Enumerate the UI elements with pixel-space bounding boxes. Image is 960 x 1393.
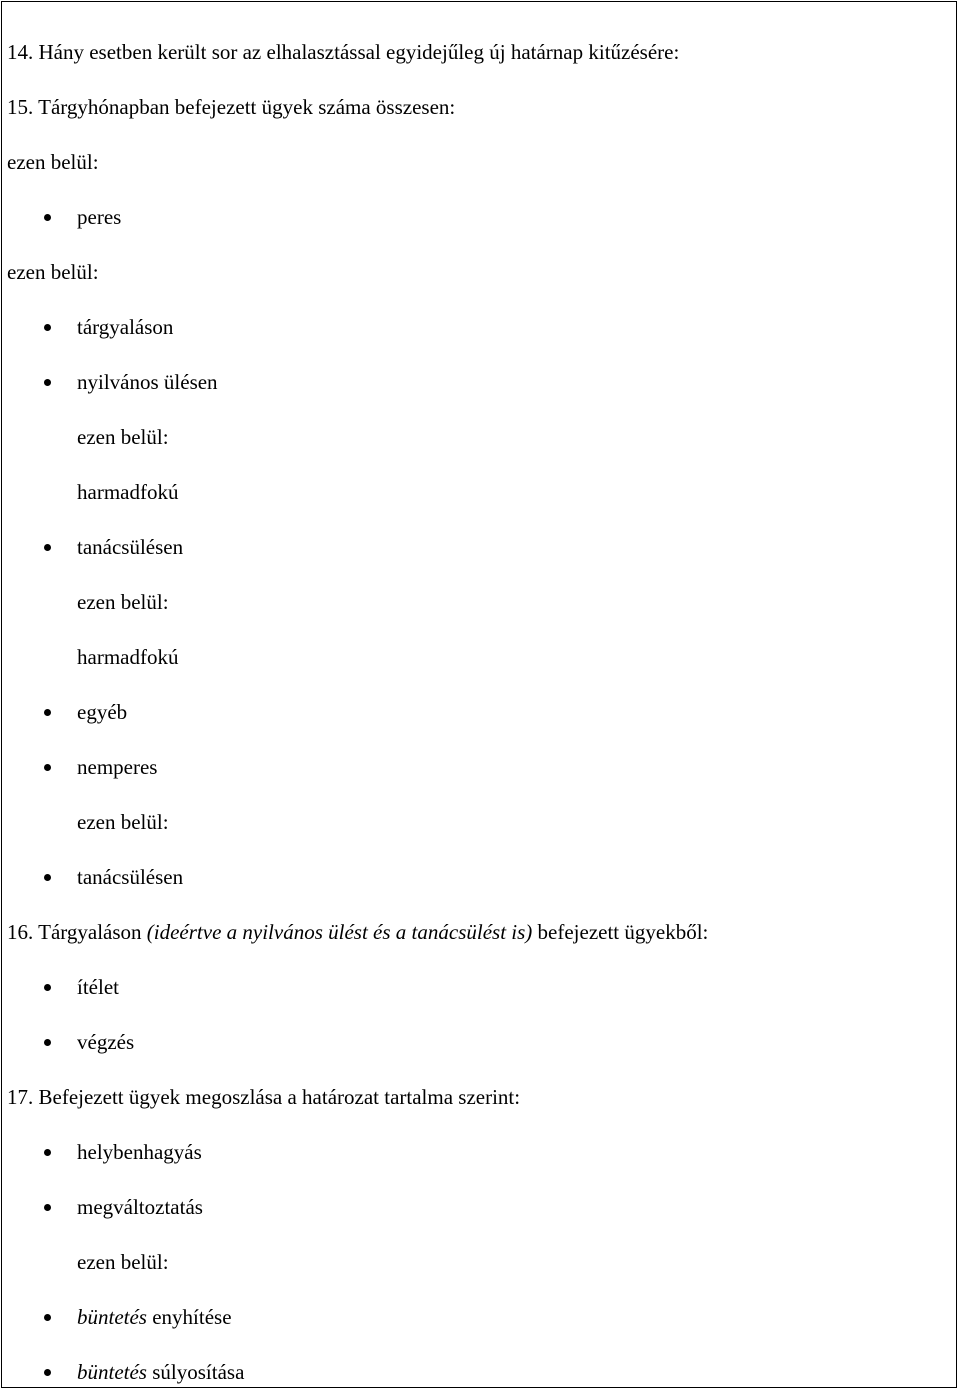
bullet-icon bbox=[44, 1149, 51, 1156]
bullet-icon bbox=[44, 874, 51, 881]
within-label: ezen belül: bbox=[77, 810, 169, 834]
bullet-icon bbox=[44, 1039, 51, 1046]
question-16: 16. Tárgyaláson (ideértve a nyilvános ülést és a tanácsülést is) befejezett ügyekből: bbox=[7, 920, 709, 944]
within-label: ezen belül: bbox=[7, 150, 99, 174]
bullet-icon bbox=[44, 1204, 51, 1211]
question-14: 14. Hány esetben került sor az elhalasztással egyidejűleg új határnap kitűzésére: bbox=[7, 40, 680, 64]
bullet-icon bbox=[44, 214, 51, 221]
bullet-icon bbox=[44, 764, 51, 771]
question-15: 15. Tárgyhónapban befejezett ügyek száma összesen: bbox=[7, 95, 456, 119]
within-label: ezen belül: bbox=[77, 1250, 169, 1274]
question-17: 17. Befejezett ügyek megoszlása a határozat tartalma szerint: bbox=[7, 1085, 521, 1109]
within-label: ezen belül: bbox=[77, 425, 169, 449]
document-frame bbox=[1, 1, 957, 1388]
harmadfoku-label: harmadfokú bbox=[77, 480, 179, 504]
within-label: ezen belül: bbox=[7, 260, 99, 284]
within-label: ezen belül: bbox=[77, 590, 169, 614]
bullet-icon bbox=[44, 544, 51, 551]
bullet-icon bbox=[44, 379, 51, 386]
bullet-icon bbox=[44, 1369, 51, 1376]
bullet-icon bbox=[44, 984, 51, 991]
bullet-icon bbox=[44, 1314, 51, 1321]
bullet-icon bbox=[44, 324, 51, 331]
bullet-icon bbox=[44, 709, 51, 716]
harmadfoku-label: harmadfokú bbox=[77, 645, 179, 669]
